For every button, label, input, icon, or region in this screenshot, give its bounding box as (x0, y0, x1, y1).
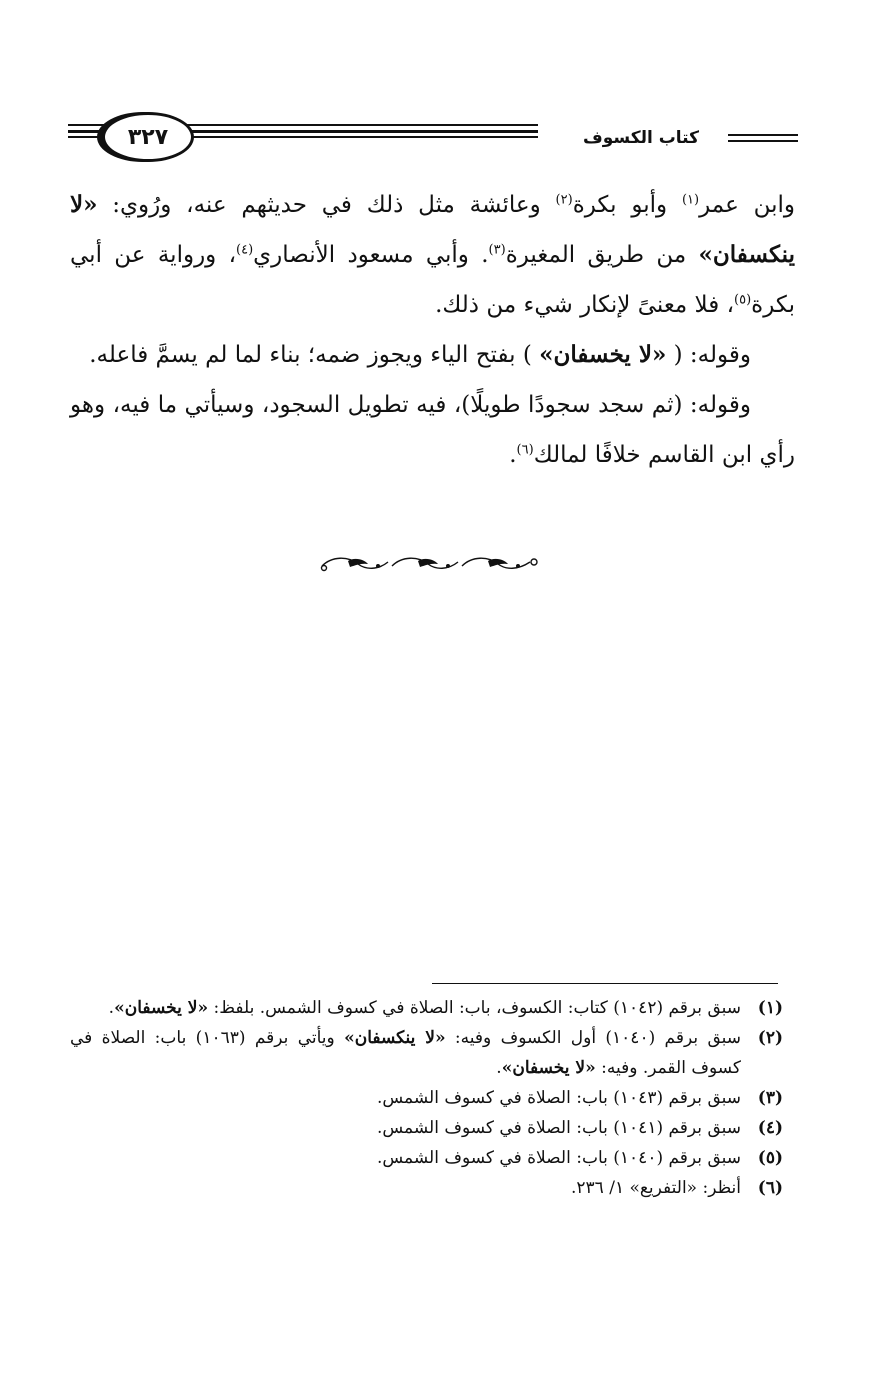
footnote-number: (٢) (757, 1028, 783, 1048)
footnote-quote: «لا ينكسفان» (344, 1028, 446, 1048)
running-title: كتاب الكسوف (583, 128, 700, 148)
footnote-2 (70, 1023, 783, 1083)
footnote-ref[interactable]: (٢) (555, 192, 573, 208)
paragraph-1 (70, 180, 795, 330)
footnotes (70, 993, 783, 1203)
footnote-separator (432, 983, 778, 984)
quoted-text: «لا يخسفان» (539, 341, 667, 368)
page-number-badge (102, 112, 194, 162)
text-run: ) بفتح الياء ويجوز ضمه؛ بناء لما لم يسمَّ فاعله. (89, 342, 540, 368)
text-run: وابن عمر (699, 192, 796, 218)
text-run: . (509, 442, 517, 468)
footnote-tail: . (496, 1058, 502, 1078)
footnote-text: أنظر: «التفريع» ١/ ٢٣٦. (570, 1178, 741, 1198)
footnote-4 (70, 1113, 783, 1143)
footnote-text: سبق برقم (١٠٤٣) باب: الصلاة في كسوف الشمس. (376, 1088, 741, 1108)
text-run: ، فلا معنىً لإنكار شيء من ذلك. (435, 292, 735, 318)
paragraph-2 (70, 330, 795, 380)
footnote-3 (70, 1083, 783, 1113)
footnote-text: سبق برقم (١٠٤٢) كتاب: الكسوف، باب: الصلاة في كسوف الشمس. بلفظ: (208, 998, 741, 1018)
footnote-ref[interactable]: (٥) (734, 292, 752, 308)
text-run: وأبو بكرة (572, 192, 682, 218)
footnote-tail: . (108, 998, 115, 1018)
text-run: ، ورواية عن أبي بكرة (70, 242, 795, 318)
page-number: ٣٢٧ (127, 124, 169, 150)
footnote-1 (70, 993, 783, 1023)
footnote-ref[interactable]: (١) (681, 192, 700, 208)
footnote-text: سبق برقم (١٠٤٠) باب: الصلاة في كسوف الشمس. (376, 1148, 741, 1168)
quoted-text: «لا ينكسفان» (70, 191, 796, 268)
text-run: وقوله: (ثم سجد سجودًا طويلًا)، فيه تطويل السجود، وسيأتي ما فيه، وهو رأي ابن القاسم خلافًا لمالك (70, 392, 795, 468)
text-run: وقوله: ( (666, 342, 751, 368)
footnote-6 (70, 1173, 783, 1203)
footnote-number: (٥) (757, 1148, 783, 1168)
footnote-quote: «لا يخسفان» (114, 998, 209, 1018)
footnote-text: سبق برقم (١٠٤٠) أول الكسوف وفيه: (445, 1028, 742, 1048)
footnote-quote: «لا يخسفان» (501, 1058, 596, 1078)
footnote-tail: ويأتي برقم (١٠٦٣) باب: الصلاة في كسوف القمر. وفيه: (70, 1028, 741, 1078)
footnote-5 (70, 1143, 783, 1173)
footnote-number: (٦) (757, 1178, 783, 1198)
text-run: من طريق المغيرة (505, 242, 699, 268)
decorative-ornament-icon (318, 552, 540, 576)
footnote-number: (١) (757, 998, 783, 1018)
footnote-number: (٤) (757, 1118, 783, 1138)
text-run: . وأبي مسعود الأنصاري (253, 242, 489, 268)
text-run: وعائشة مثل ذلك في حديثهم عنه، ورُوي: (97, 192, 556, 218)
footnote-number: (٣) (757, 1088, 783, 1108)
main-text (70, 180, 795, 480)
footnote-ref[interactable]: (٤) (236, 242, 254, 258)
header-rule-right (728, 134, 798, 143)
footnote-text: سبق برقم (١٠٤١) باب: الصلاة في كسوف الشمس. (376, 1118, 741, 1138)
footnote-ref[interactable]: (٣) (488, 242, 506, 258)
page-header (68, 112, 800, 162)
footnote-ref[interactable]: (٦) (516, 442, 534, 458)
paragraph-3 (70, 380, 795, 480)
